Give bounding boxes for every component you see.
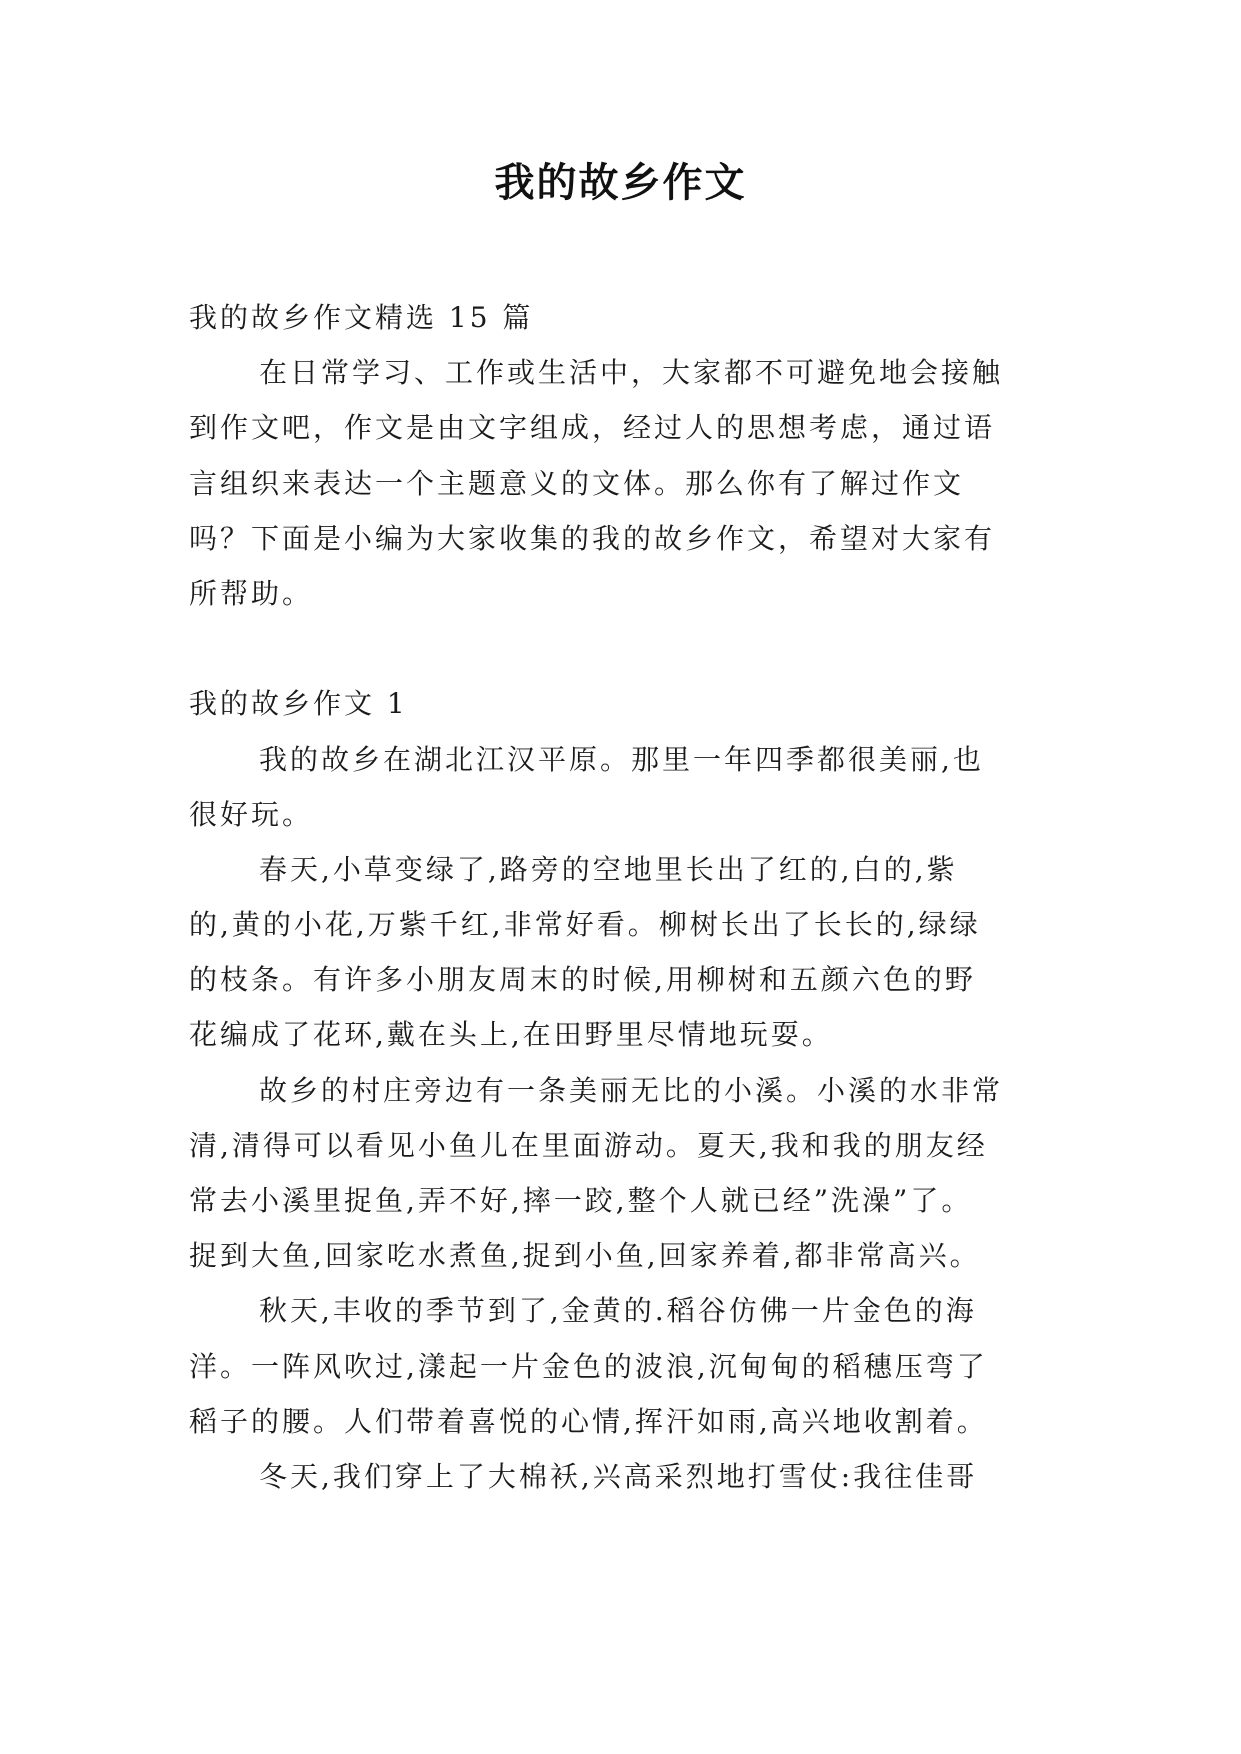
text-line: 到作文吧，作文是由文字组成，经过人的思想考虑，通过语 — [189, 411, 996, 445]
intro-paragraph — [189, 345, 1057, 621]
text-line: 秋天,丰收的季节到了,金黄的.稻谷仿佛一片金色的海 — [259, 1294, 977, 1328]
paragraph — [189, 842, 1057, 1063]
document-title: 我的故乡作文 — [494, 159, 747, 206]
text-line: 捉到大鱼,回家吃水煮鱼,捉到小鱼,回家养着,都非常高兴。 — [189, 1239, 981, 1273]
document-body — [189, 290, 1057, 1504]
text-line: 的枝条。有许多小朋友周末的时候,用柳树和五颜六色的野 — [189, 963, 976, 997]
text-line: 花编成了花环,戴在头上,在田野里尽情地玩耍。 — [189, 1018, 833, 1052]
section-heading: 我的故乡作文 1 — [189, 687, 408, 721]
blank-line — [189, 621, 1057, 676]
text-line: 故乡的村庄旁边有一条美丽无比的小溪。小溪的水非常 — [259, 1073, 1004, 1107]
text-line: 言组织来表达一个主题意义的文体。那么你有了解过作文 — [189, 466, 965, 500]
text-line: 洋。一阵风吹过,漾起一片金色的波浪,沉甸甸的稻穗压弯了 — [189, 1349, 988, 1383]
paragraph — [189, 1063, 1057, 1284]
text-line: 的,黄的小花,万紫千红,非常好看。柳树长出了长长的,绿绿 — [189, 908, 981, 942]
text-line: 冬天,我们穿上了大棉袄,兴高采烈地打雪仗:我往佳哥 — [259, 1459, 978, 1493]
intro-heading: 我的故乡作文精选 15 篇 — [189, 301, 534, 334]
paragraph — [189, 732, 1057, 842]
text-line: 常去小溪里捉鱼,弄不好,摔一跤,整个人就已经”洗澡”了。 — [189, 1184, 973, 1217]
text-line: 稻子的腰。人们带着喜悦的心情,挥汗如雨,高兴地收割着。 — [189, 1404, 988, 1438]
paragraph — [189, 1449, 1057, 1504]
text-line: 清,清得可以看见小鱼儿在里面游动。夏天,我和我的朋友经 — [189, 1128, 988, 1162]
text-line: 春天,小草变绿了,路旁的空地里长出了红的,白的,紫 — [259, 852, 958, 886]
text-line: 所帮助。 — [189, 576, 314, 610]
text-line: 我的故乡在湖北江汉平原。那里一年四季都很美丽,也 — [259, 742, 984, 776]
text-line: 吗？下面是小编为大家收集的我的故乡作文，希望对大家有 — [189, 521, 996, 555]
text-line: 在日常学习、工作或生活中，大家都不可避免地会接触 — [259, 356, 1004, 390]
text-line: 很好玩。 — [189, 797, 314, 831]
paragraph — [189, 1283, 1057, 1449]
